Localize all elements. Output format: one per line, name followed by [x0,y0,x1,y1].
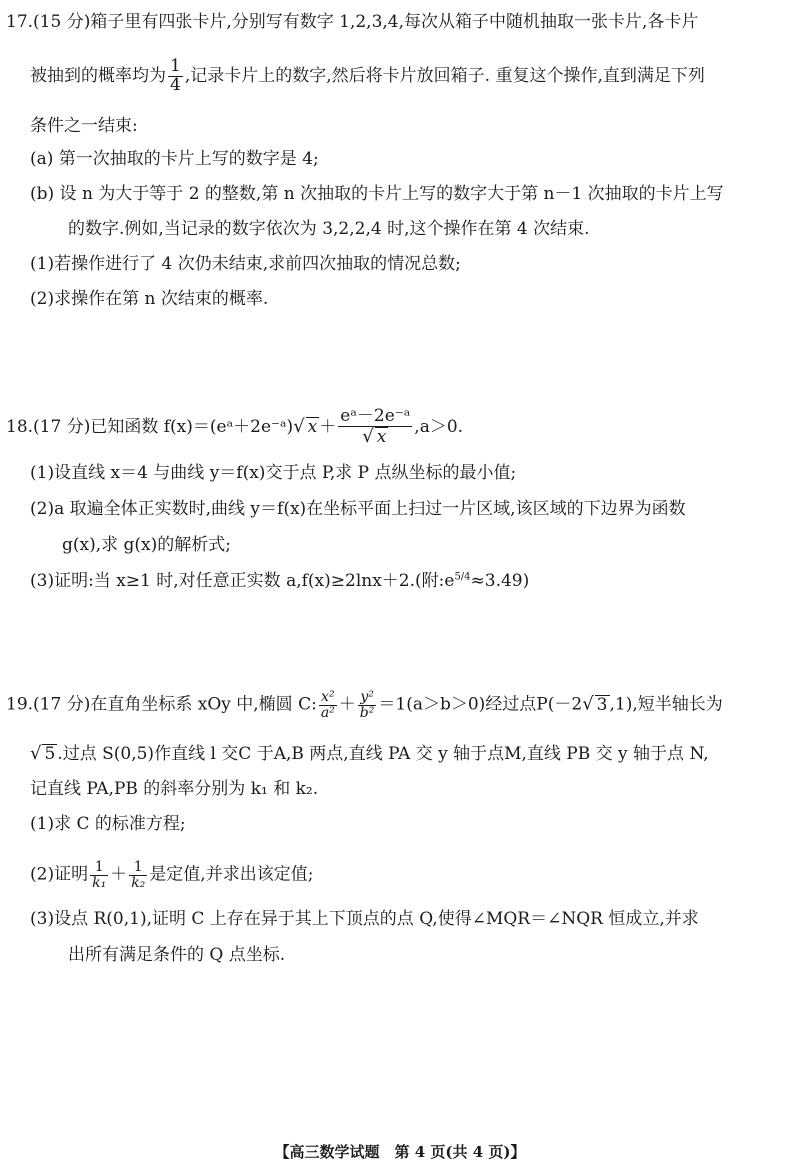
page-footer: 【高三数学试题 第 4 页(共 4 页)】 [274,1143,526,1161]
q17-part-2: (2)求操作在第 n 次结束的概率. [30,289,269,309]
q19-part-2-plus: ＋ [110,864,128,885]
q19-line-1-text-b: ＝1(a＞b＞0)经过点P(－2 [378,694,583,715]
sqrt-sign: √ [582,693,594,715]
fraction-denominator: a² [320,704,335,721]
q19-fraction-y [358,690,377,720]
fraction-numerator: 1 [170,56,181,76]
fraction-numerator: 1 [133,859,143,875]
q19-part-1: (1)求 C 的标准方程; [30,814,186,834]
q18-fraction [338,408,412,447]
q19-part-3-line-1: (3)设点 R(0,1),证明 C 上存在异于其上下顶点的点 Q,使得∠MQR＝∠NQR 恒成立,并求 [30,909,699,929]
q18-part-2-line-2: g(x),求 g(x)的解析式; [62,535,232,555]
fraction-numerator: x² [321,689,335,705]
q17-condition-b-line-1: (b) 设 n 为大于等于 2 的整数,第 n 次抽取的卡片上写的数字大于第 n－1 次抽取的卡片上写 [30,184,724,204]
q18-exponent: 5/4 [454,571,471,583]
q19-plus: ＋ [338,694,356,715]
q18-part-3-text-b: ≈3.49) [470,571,530,591]
fraction-numerator: eᵃ－2e⁻ᵃ [340,406,411,426]
q18-line-1-text-a: 18.(17 分)已知函数 f(x)＝(eᵃ＋2e⁻ᵃ) [6,416,294,437]
q18-part-1: (1)设直线 x＝4 与曲线 y＝f(x)交于点 P,求 P 点纵坐标的最小值; [30,463,517,483]
fraction-denominator [338,426,412,447]
q19-line-3: 记直线 PA,PB 的斜率分别为 k₁ 和 k₂. [30,779,319,799]
sqrt-sign: √ [30,743,42,764]
q17-line-2-text-a: 被抽到的概率均为 [30,65,166,86]
q18-denominator-x: x [376,426,387,447]
q19-fraction-x [319,690,337,720]
q18-part-3 [30,570,800,592]
q19-sqrt-3: 3 [596,694,608,715]
sqrt-sign: √ [362,425,374,447]
q18-sqrt-x: x [307,416,318,437]
q18-line-1-text-b: ,a＞0. [414,416,464,437]
fraction-numerator: y² [360,689,374,705]
q19-line-1-text-a: 19.(17 分)在直角坐标系 xOy 中,椭圆 C: [6,694,317,715]
q17-line-1: 17.(15 分)箱子里有四张卡片,分别写有数字 1,2,3,4,每次从箱子中随机抽取一张卡片,各卡片 [6,12,699,32]
q18-part-3-text-a: (3)证明:当 x≥1 时,对任意正实数 a,f(x)≥2lnx＋2.(附:e [30,571,455,591]
fraction-denominator: 4 [170,74,181,95]
q17-fraction-one-quarter [168,58,183,95]
fraction-numerator: 1 [94,859,104,875]
q18-part-2-line-1: (2)a 取遍全体正实数时,曲线 y＝f(x)在坐标平面上扫过一片区域,该区域的下边界为函数 [30,499,686,519]
q19-line-1-text-c: ,1),短半轴长为 [609,694,723,715]
q19-line-2 [30,743,800,765]
q17-line-2-text-b: ,记录卡片上的数字,然后将卡片放回箱子. 重复这个操作,直到满足下列 [184,65,705,86]
q19-part-2 [30,860,800,890]
q19-sqrt-5: 5 [44,744,56,764]
q19-line-1 [6,690,800,720]
q19-line-2-text: .过点 S(0,5)作直线 l 交C 于A,B 两点,直线 PA 交 y 轴于点M,直线 PB 交 y 轴于点 N, [57,744,709,764]
q19-part-2-text-b: 是定值,并求出该定值; [149,864,314,885]
q19-fraction-1-k1 [90,860,108,890]
q19-part-2-text-a: (2)证明 [30,864,89,885]
q17-part-1: (1)若操作进行了 4 次仍未结束,求前四次抽取的情况总数; [30,254,461,274]
q17-line-3: 条件之一结束: [30,116,138,136]
q19-part-3-line-2: 出所有满足条件的 Q 点坐标. [68,945,286,965]
q17-line-2 [30,58,800,95]
fraction-denominator: k₂ [131,874,146,891]
fraction-denominator: b² [359,704,375,721]
q18-line-1 [6,408,800,447]
q19-fraction-1-k2 [129,860,147,890]
fraction-denominator: k₁ [92,874,107,891]
q17-condition-a: (a) 第一次抽取的卡片上写的数字是 4; [30,149,319,169]
q18-plus: ＋ [319,416,337,437]
sqrt-sign: √ [293,415,305,437]
q17-condition-b-line-2: 的数字.例如,当记录的数字依次为 3,2,2,4 时,这个操作在第 4 次结束. [68,219,590,239]
